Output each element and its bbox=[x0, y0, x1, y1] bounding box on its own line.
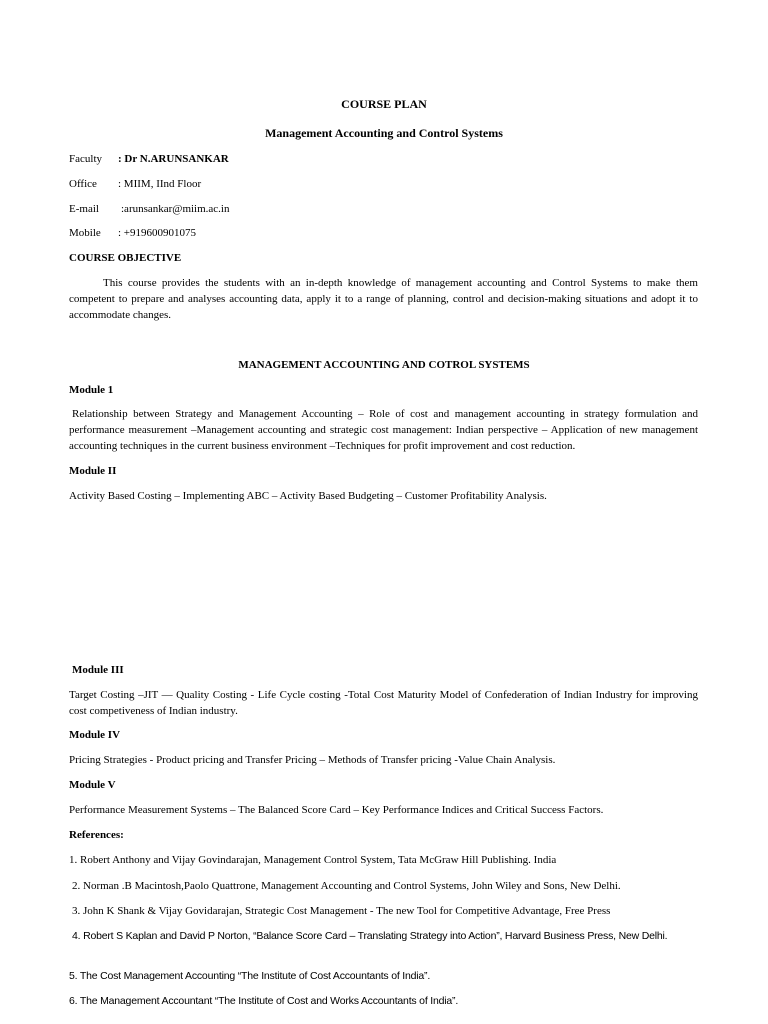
reference-item: 5. The Cost Management Accounting “The Institute of Cost Accountants of India”. bbox=[69, 970, 431, 982]
reference-item: 4. Robert S Kaplan and David P Norton, “Balance Score Card – Translating Strategy into Action”, Harvard Business Press, New Delhi. bbox=[72, 930, 668, 942]
office-label: Office bbox=[69, 178, 97, 190]
module-1-text: Relationship between Strategy and Management Accounting – Role of cost and management accounting in strategy formulation and performance measurement –Management accounting and strategic cost management: Indian perspective – Application of new management accounting techniques in the current business environment –Techniques for profit improvement and cost reduction. bbox=[69, 408, 698, 452]
faculty-value: : Dr N.ARUNSANKAR bbox=[118, 153, 229, 165]
reference-item: 6. The Management Accountant “The Institute of Cost and Works Accountants of India”. bbox=[69, 995, 459, 1007]
module-5-title: Module V bbox=[69, 779, 116, 791]
mobile-value: : +919600901075 bbox=[118, 227, 197, 239]
objective-paragraph: This course provides the students with an in-depth knowledge of management accounting and Control Systems to make them competent to prepare and analyses accounting data, apply it to a range of planning, control and decision-making situations and adopt it to accommodate changes. bbox=[69, 277, 698, 321]
email-label: E-mail bbox=[69, 203, 99, 215]
module-4-title: Module IV bbox=[69, 729, 121, 741]
syllabus-heading: MANAGEMENT ACCOUNTING AND COTROL SYSTEMS bbox=[238, 359, 530, 371]
mobile-label: Mobile bbox=[69, 227, 101, 239]
module-3-text: Target Costing –JIT — Quality Costing - Life Cycle costing -Total Cost Maturity Model of Confederation of Indian Industry for improving cost competiveness of Indian industry. bbox=[69, 689, 698, 717]
course-plan-title: COURSE PLAN bbox=[341, 97, 427, 111]
module-4-text: Pricing Strategies - Product pricing and Transfer Pricing – Methods of Transfer pricing -Value Chain Analysis. bbox=[69, 754, 556, 766]
email-value: :arunsankar@miim.ac.in bbox=[121, 203, 230, 215]
module-1-title: Module 1 bbox=[69, 384, 114, 396]
faculty-label: Faculty bbox=[69, 153, 102, 165]
references-heading: References: bbox=[69, 829, 124, 841]
course-subtitle: Management Accounting and Control Systems bbox=[265, 126, 503, 140]
module-2-text: Activity Based Costing – Implementing ABC – Activity Based Budgeting – Customer Profitability Analysis. bbox=[69, 490, 547, 502]
reference-item: 2. Norman .B Macintosh,Paolo Quattrone, Management Accounting and Control Systems, John Wiley and Sons, New Delhi. bbox=[72, 880, 621, 892]
reference-item: 1. Robert Anthony and Vijay Govindarajan, Management Control System, Tata McGraw Hill Publishing. India bbox=[69, 854, 557, 866]
objective-heading: COURSE OBJECTIVE bbox=[69, 252, 182, 264]
module-5-text: Performance Measurement Systems – The Balanced Score Card – Key Performance Indices and Critical Success Factors. bbox=[69, 804, 604, 816]
office-value: : MIIM, IInd Floor bbox=[118, 178, 202, 190]
module-2-title: Module II bbox=[69, 465, 117, 477]
module-3-title: Module III bbox=[72, 664, 124, 676]
reference-item: 3. John K Shank & Vijay Govidarajan, Strategic Cost Management - The new Tool for Competitive Advantage, Free Press bbox=[72, 905, 611, 917]
